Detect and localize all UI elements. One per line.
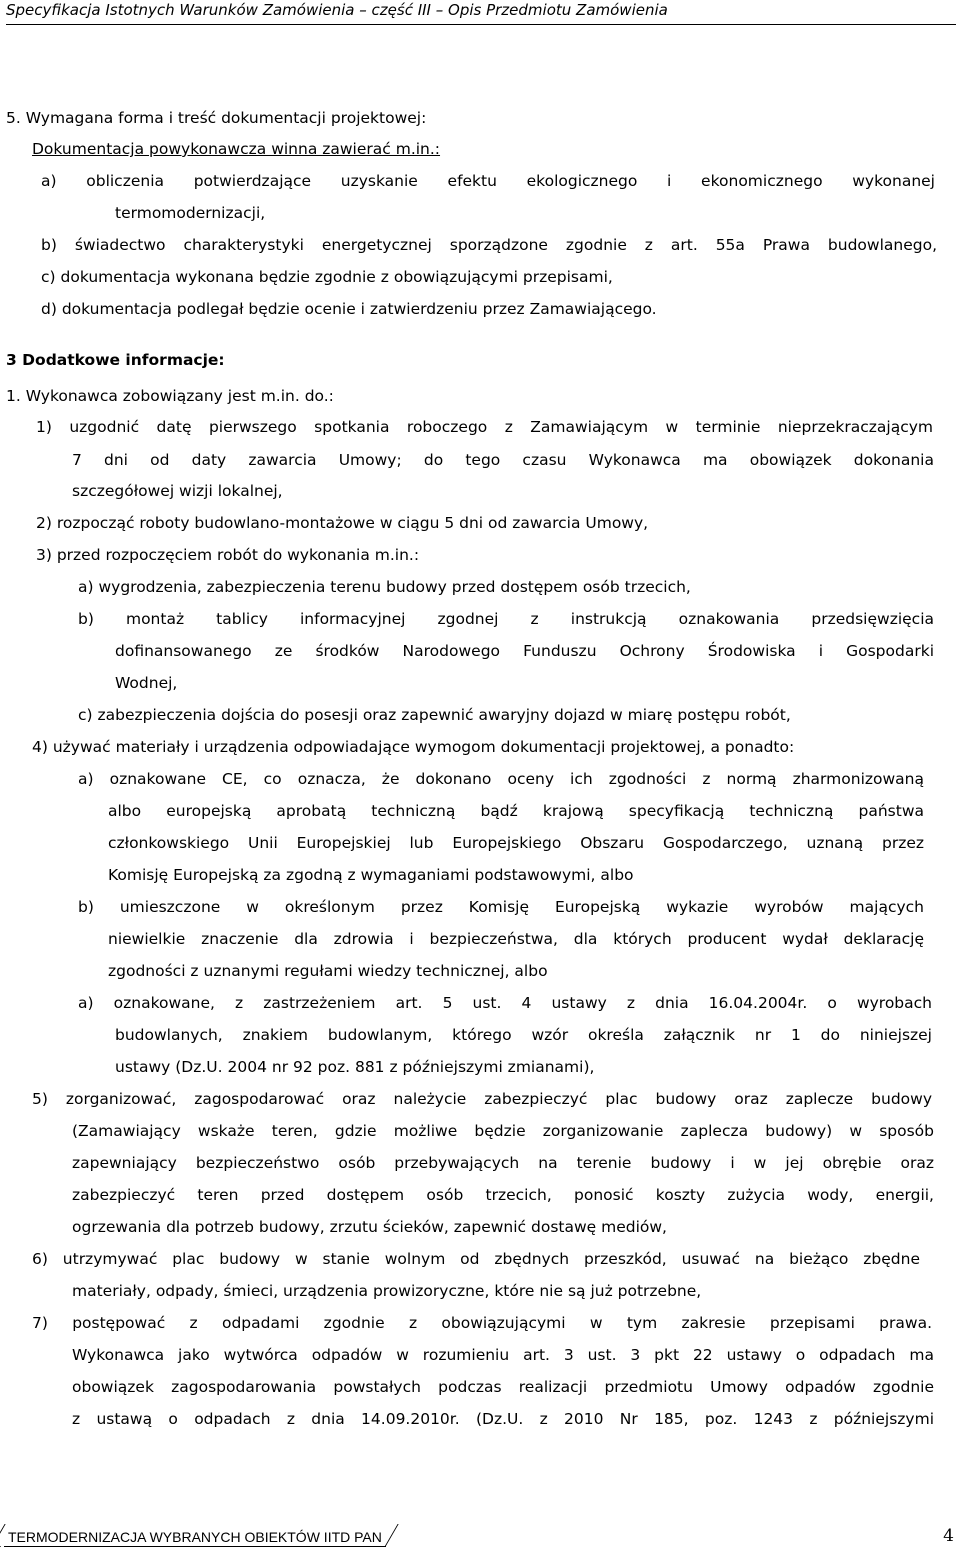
paragraph-line: Dokumentacja powykonawcza winna zawierać m.in.: [32,140,441,158]
sub-list-item: a) oznakowane, z zastrzeżeniem art. 5 ust. 4 ustawy z dnia 16.04.2004r. o wyrobach [78,994,932,1012]
sub-list-item-continuation: Wodnej, [115,674,178,692]
list-item: 4) używać materiały i urządzenia odpowiadające wymogom dokumentacji projektowej, a ponadto: [32,738,795,756]
list-item-continuation: obowiązek zagospodarowania powstałych podczas realizacji przedmiotu Umowy odpadów zgodnie [72,1378,934,1396]
list-item: c) dokumentacja wykonana będzie zgodnie z obowiązującymi przepisami, [41,268,613,286]
list-item-continuation: zapewniający bezpieczeństwo osób przebywających na terenie budowy i w jej obrębie oraz [72,1154,934,1172]
list-item-continuation: termomodernizacji, [115,204,266,222]
sub-list-item: a) oznakowane CE, co oznacza, że dokonano oceny ich zgodności z normą zharmonizowaną [78,770,924,788]
footer-title: TERMODERNIZACJA WYBRANYCH OBIEKTÓW IITD PAN [4,1528,386,1547]
paragraph-line: 1. Wykonawca zobowiązany jest m.in. do.: [6,387,334,405]
list-item: 5) zorganizować, zagospodarować oraz należycie zabezpieczyć plac budowy oraz zaplecze budowy [32,1090,932,1108]
header-title: Specyfikacja Istotnych Warunków Zamówienia – część III – Opis Przedmiotu Zamówienia [6,1,668,19]
sub-list-item: c) zabezpieczenia dojścia do posesji oraz zapewnić awaryjny dojazd w miarę postępu robót, [78,706,791,724]
list-item-continuation: 7 dni od daty zawarcia Umowy; do tego czasu Wykonawca ma obowiązek dokonania [72,451,934,469]
page-number: 4 [943,1526,954,1546]
section-heading: 5. Wymagana forma i treść dokumentacji projektowej: [6,109,427,127]
sub-list-item-continuation: zgodności z uznanymi regułami wiedzy technicznej, albo [108,962,548,980]
sub-list-item-continuation: ustawy (Dz.U. 2004 nr 92 poz. 881 z późniejszymi zmianami), [115,1058,595,1076]
list-item-continuation: (Zamawiający wskaże teren, gdzie możliwe będzie zorganizowanie zaplecza budowy) w sposób [72,1122,934,1140]
section-heading: 3 Dodatkowe informacje: [6,351,225,369]
list-item-continuation: szczegółowej wizji lokalnej, [72,482,283,500]
list-item-continuation: z ustawą o odpadach z dnia 14.09.2010r. (Dz.U. z 2010 Nr 185, poz. 1243 z późniejszymi [72,1410,934,1428]
sub-list-item-continuation: budowlanych, znakiem budowlanym, którego wzór określa załącznik nr 1 do niniejszej [115,1026,932,1044]
list-item: 7) postępować z odpadami zgodnie z obowiązującymi w tym zakresie przepisami prawa. [32,1314,932,1332]
list-item: 3) przed rozpoczęciem robót do wykonania m.in.: [36,546,420,564]
list-item-continuation: materiały, odpady, śmieci, urządzenia prowizoryczne, które nie są już potrzebne, [72,1282,702,1300]
list-item: 1) uzgodnić datę pierwszego spotkania roboczego z Zamawiającym w terminie nieprzekraczającym [36,418,933,436]
sub-list-item-continuation: albo europejską aprobatą techniczną bądź krajową specyfikacją techniczną państwa [108,802,924,820]
list-item-continuation: Wykonawca jako wytwórca odpadów w rozumieniu art. 3 ust. 3 pkt 22 ustawy o odpadach ma [72,1346,934,1364]
list-item-continuation: ogrzewania dla potrzeb budowy, zrzutu ścieków, zapewnić dostawę mediów, [72,1218,667,1236]
sub-list-item-continuation: dofinansowanego ze środków Narodowego Funduszu Ochrony Środowiska i Gospodarki [115,642,934,660]
sub-list-item-continuation: niewielkie znaczenie dla zdrowia i bezpieczeństwa, dla których producent wydał deklarację [108,930,924,948]
sub-list-item-continuation: Komisję Europejską za zgodną z wymaganiami podstawowymi, albo [108,866,634,884]
sub-list-item: b) montaż tablicy informacyjnej zgodnej z instrukcją oznakowania przedsięwzięcia [78,610,934,628]
list-item: d) dokumentacja podlegał będzie ocenie i zatwierdzeniu przez Zamawiającego. [41,300,657,318]
page-header [6,0,956,25]
sub-list-item: b) umieszczone w określonym przez Komisję Europejską wykazie wyrobów mających [78,898,924,916]
sub-list-item: a) wygrodzenia, zabezpieczenia terenu budowy przed dostępem osób trzecich, [78,578,691,596]
page-footer [0,1522,960,1550]
sub-list-item-continuation: członkowskiego Unii Europejskiej lub Europejskiego Obszaru Gospodarczego, uznaną przez [108,834,924,852]
list-item: b) świadectwo charakterystyki energetycznej sporządzone zgodnie z art. 55a Prawa budowlanego, [41,236,937,254]
list-item-continuation: zabezpieczyć teren przed dostępem osób trzecich, ponosić koszty zużycia wody, energii, [72,1186,934,1204]
list-item: 6) utrzymywać plac budowy w stanie wolnym od zbędnych przeszkód, usuwać na bieżąco zbędne [32,1250,920,1268]
list-item: a) obliczenia potwierdzające uzyskanie efektu ekologicznego i ekonomicznego wykonanej [41,172,935,190]
list-item: 2) rozpocząć roboty budowlano-montażowe w ciągu 5 dni od zawarcia Umowy, [36,514,649,532]
